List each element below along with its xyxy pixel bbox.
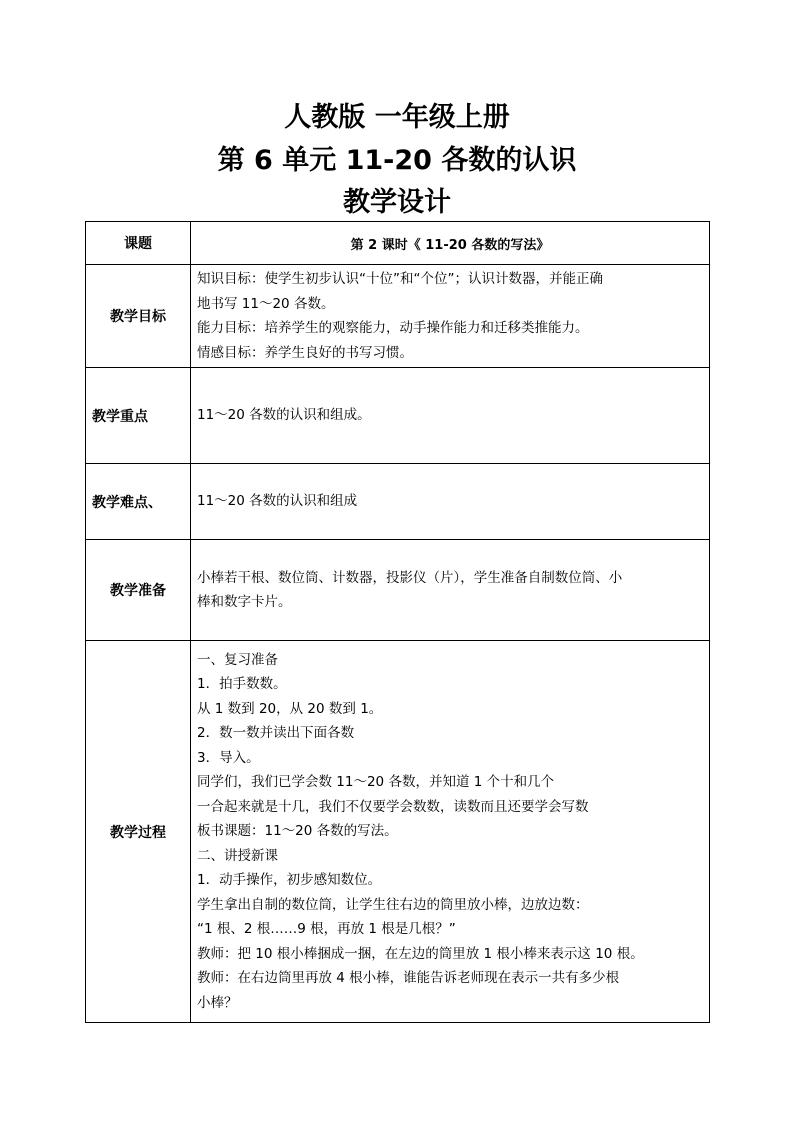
preparation-label: 教学准备 xyxy=(86,540,191,641)
process-line: 教师：在右边筒里再放 4 根小棒，谁能告诉老师现在表示一共有多少根 xyxy=(197,970,620,987)
process-line: 二、讲授新课 xyxy=(197,847,278,864)
process-line: 1．动手操作，初步感知数位。 xyxy=(197,872,382,889)
key-points-label: 教学重点 xyxy=(86,368,191,464)
process-label: 教学过程 xyxy=(86,641,191,1023)
topic-label: 课题 xyxy=(86,222,191,265)
key-points-value: 11～20 各数的认识和组成。 xyxy=(191,368,710,464)
goals-line: 知识目标：使学生初步认识“十位”和“个位”；认识计数器，并能正确 xyxy=(197,271,603,287)
lesson-plan-table xyxy=(85,221,710,1023)
process-line: 教师：把 10 根小棒捆成一捆，在左边的筒里放 1 根小棒来表示这 10 根。 xyxy=(197,945,644,962)
process-line: 1．拍手数数。 xyxy=(197,676,287,693)
difficulties-value: 11～20 各数的认识和组成 xyxy=(191,464,710,540)
process-line: 板书课题：11～20 各数的写法。 xyxy=(197,823,398,840)
process-line: 从 1 数到 20，从 20 数到 1。 xyxy=(197,700,383,717)
goals-line: 情感目标：养学生良好的书写习惯。 xyxy=(197,344,413,361)
key-points-row xyxy=(86,368,710,464)
unit-title: 第 6 单元 11-20 各数的认识 xyxy=(217,145,577,176)
process-line: 一、复习准备 xyxy=(197,651,278,668)
preparation-line: 棒和数字卡片。 xyxy=(197,594,292,610)
goals-label: 教学目标 xyxy=(86,265,191,368)
topic-value: 第 2 课时《 11-20 各数的写法》 xyxy=(191,222,710,265)
goals-row xyxy=(86,265,710,368)
preparation-content xyxy=(191,540,710,641)
process-line: 小棒？ xyxy=(197,994,238,1011)
document-subtitle: 教学设计 xyxy=(343,187,451,218)
process-line: 学生拿出自制的数位筒，让学生往右边的筒里放小棒，边放边数： xyxy=(197,896,589,913)
topic-row xyxy=(86,222,710,265)
process-line: 同学们，我们已学会数 11～20 各数，并知道 1 个十和几个 xyxy=(197,774,555,791)
process-line: 2．数一数并读出下面各数 xyxy=(197,725,355,742)
preparation-row xyxy=(86,540,710,641)
difficulties-label: 教学难点、 xyxy=(86,464,191,540)
goals-line: 地书写 11～20 各数。 xyxy=(197,295,335,312)
process-line: 3．导入。 xyxy=(197,749,260,766)
goals-content xyxy=(191,265,710,368)
document-title: 人教版 一年级上册 xyxy=(284,102,510,133)
process-content xyxy=(191,641,710,1023)
process-line: 一合起来就是十几，我们不仅要学会数数，读数而且还要学会写数 xyxy=(197,798,589,815)
goals-line: 能力目标：培养学生的观察能力，动手操作能力和迁移类推能力。 xyxy=(197,320,589,336)
preparation-line: 小棒若干根、数位筒、计数器，投影仪（片），学生准备自制数位筒、小 xyxy=(197,569,623,586)
difficulties-row xyxy=(86,464,710,540)
process-line: “1 根、2 根……9 根，再放 1 根是几根？” xyxy=(197,921,456,938)
process-row xyxy=(86,641,710,1023)
